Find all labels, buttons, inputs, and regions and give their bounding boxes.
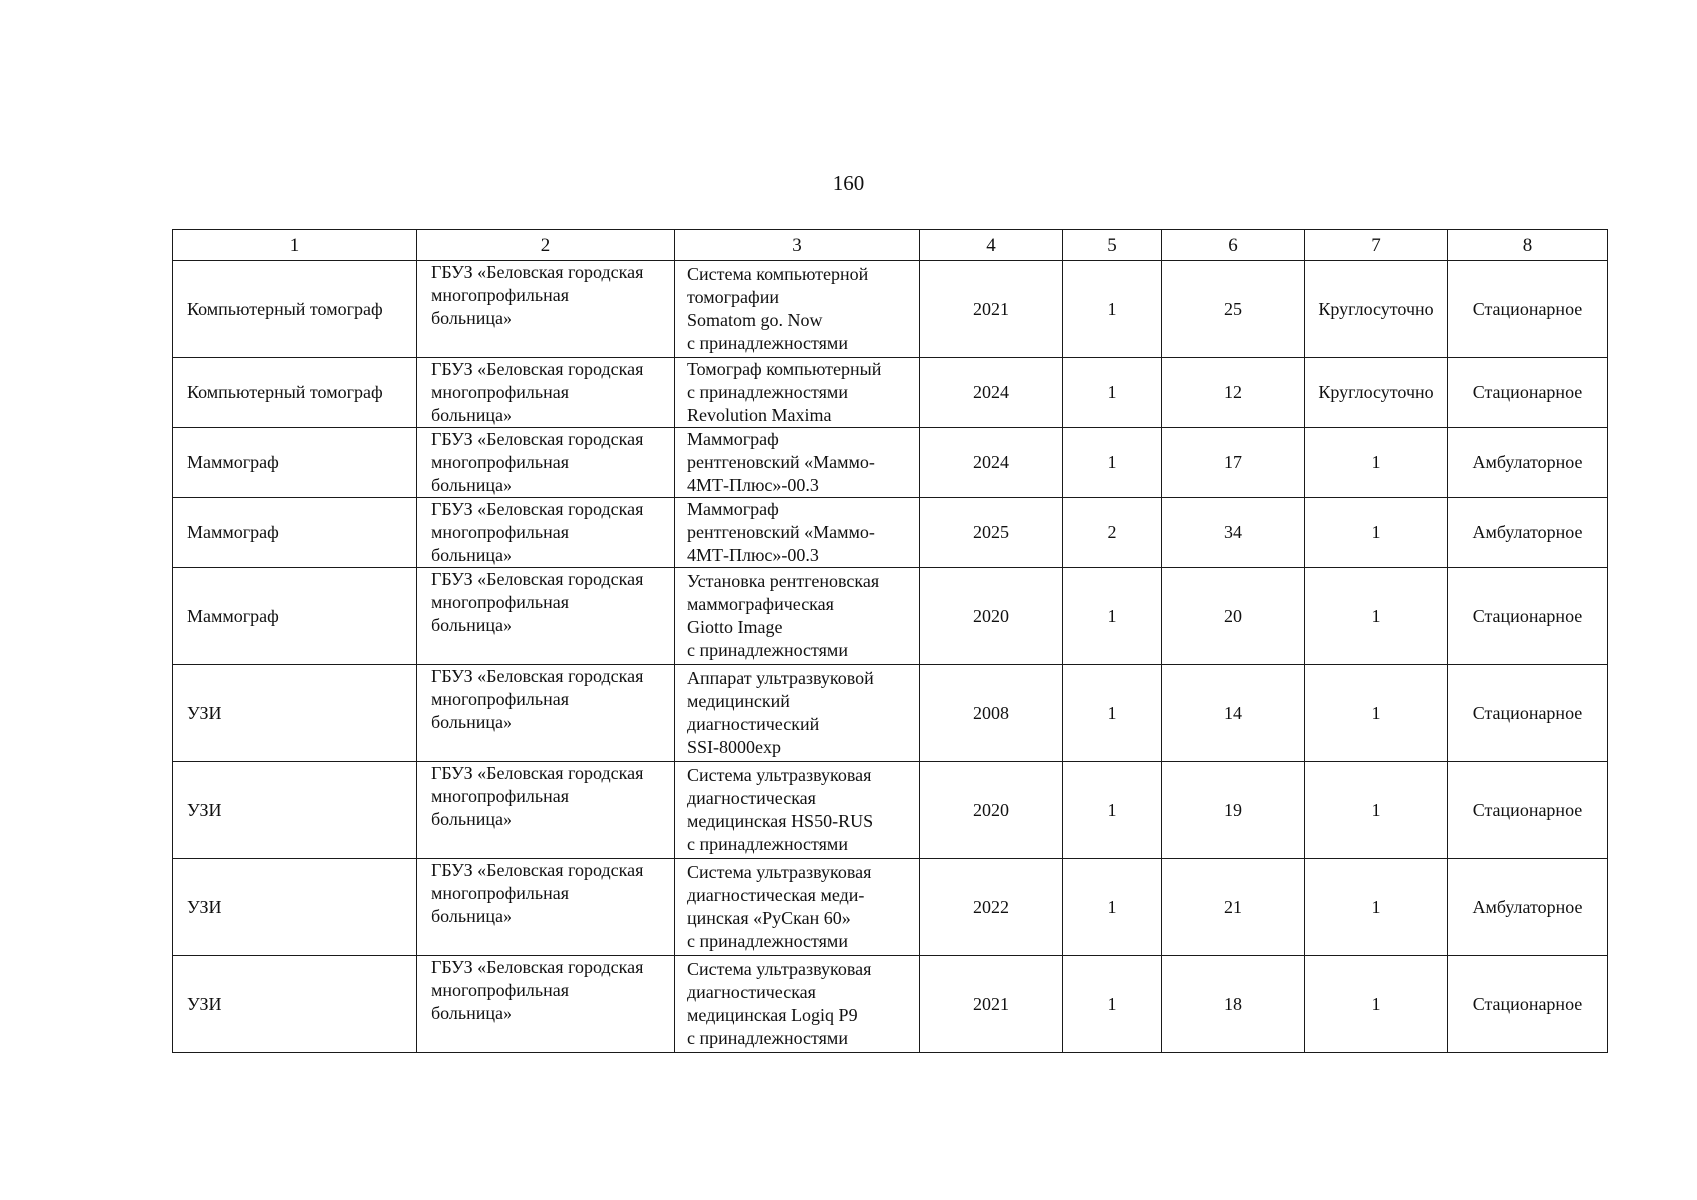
- quantity-cell: 2: [1063, 498, 1162, 568]
- column-6-cell: 17: [1162, 428, 1305, 498]
- equipment-name-cell: Компьютерный томограф: [173, 358, 417, 428]
- model-cell-line: Система ультразвуковая: [687, 862, 872, 882]
- model-cell-line: Giotto Image: [687, 617, 783, 637]
- model-cell-line: Revolution Maxima: [687, 405, 832, 425]
- organization-cell-line: больница»: [431, 615, 512, 635]
- model-cell-line: диагностическая: [687, 788, 816, 808]
- care-type-cell: Стационарное: [1448, 956, 1608, 1053]
- column-header: 4: [920, 230, 1063, 261]
- organization-cell: [417, 261, 675, 358]
- model-cell-line: медицинская HS50-RUS: [687, 811, 874, 831]
- operating-mode-cell: 1: [1305, 859, 1448, 956]
- column-6-cell: 25: [1162, 261, 1305, 358]
- model-cell-line: рентгеновский «Маммо-: [687, 522, 875, 542]
- care-type-cell: Стационарное: [1448, 568, 1608, 665]
- quantity-cell: 1: [1063, 762, 1162, 859]
- organization-cell-line: ГБУЗ «Беловская городская: [431, 569, 644, 589]
- organization-cell-line: больница»: [431, 809, 512, 829]
- organization-cell-line: ГБУЗ «Беловская городская: [431, 499, 644, 519]
- organization-cell-line: многопрофильная: [431, 786, 569, 806]
- care-type-cell: Стационарное: [1448, 358, 1608, 428]
- model-cell-line: с принадлежностями: [687, 931, 848, 951]
- year-cell: 2024: [920, 428, 1063, 498]
- quantity-cell: 1: [1063, 665, 1162, 762]
- equipment-name-cell: Маммограф: [173, 498, 417, 568]
- model-cell-line: диагностический: [687, 714, 820, 734]
- column-header: 7: [1305, 230, 1448, 261]
- equipment-name-cell: Компьютерный томограф: [173, 261, 417, 358]
- organization-cell-line: больница»: [431, 906, 512, 926]
- operating-mode-cell: Круглосуточно: [1305, 358, 1448, 428]
- table-row: [173, 568, 1608, 665]
- model-cell-line: SSI-8000exp: [687, 737, 781, 757]
- equipment-name-cell: УЗИ: [173, 859, 417, 956]
- care-type-cell: Стационарное: [1448, 762, 1608, 859]
- model-cell: [675, 428, 920, 498]
- model-cell-line: Система ультразвуковая: [687, 765, 872, 785]
- column-header: 1: [173, 230, 417, 261]
- equipment-table: [172, 229, 1608, 1053]
- table-row: [173, 428, 1608, 498]
- operating-mode-cell: 1: [1305, 568, 1448, 665]
- care-type-cell: Амбулаторное: [1448, 859, 1608, 956]
- care-type-cell: Амбулаторное: [1448, 428, 1608, 498]
- organization-cell-line: многопрофильная: [431, 980, 569, 1000]
- operating-mode-cell: 1: [1305, 428, 1448, 498]
- organization-cell-line: ГБУЗ «Беловская городская: [431, 763, 644, 783]
- year-cell: 2025: [920, 498, 1063, 568]
- organization-cell: [417, 568, 675, 665]
- table-row: [173, 665, 1608, 762]
- column-header: 6: [1162, 230, 1305, 261]
- model-cell-line: с принадлежностями: [687, 333, 848, 353]
- model-cell-line: Система компьютерной: [687, 264, 869, 284]
- table-body: [173, 261, 1608, 1053]
- organization-cell: [417, 859, 675, 956]
- model-cell: [675, 498, 920, 568]
- care-type-cell: Стационарное: [1448, 665, 1608, 762]
- model-cell-line: Аппарат ультразвуковой: [687, 668, 874, 688]
- column-6-cell: 18: [1162, 956, 1305, 1053]
- organization-cell-line: больница»: [431, 545, 512, 565]
- quantity-cell: 1: [1063, 956, 1162, 1053]
- column-header: 8: [1448, 230, 1608, 261]
- table-row: [173, 762, 1608, 859]
- model-cell-line: медицинская Logiq P9: [687, 1005, 858, 1025]
- operating-mode-cell: 1: [1305, 956, 1448, 1053]
- organization-cell-line: многопрофильная: [431, 522, 569, 542]
- year-cell: 2020: [920, 568, 1063, 665]
- organization-cell: [417, 665, 675, 762]
- organization-cell-line: ГБУЗ «Беловская городская: [431, 429, 644, 449]
- quantity-cell: 1: [1063, 358, 1162, 428]
- model-cell-line: Томограф компьютерный: [687, 359, 882, 379]
- model-cell-line: диагностическая: [687, 982, 816, 1002]
- operating-mode-cell: 1: [1305, 498, 1448, 568]
- model-cell-line: Маммограф: [687, 429, 779, 449]
- column-header: 2: [417, 230, 675, 261]
- table-row: [173, 498, 1608, 568]
- organization-cell-line: многопрофильная: [431, 452, 569, 472]
- model-cell: [675, 956, 920, 1053]
- model-cell-line: Маммограф: [687, 499, 779, 519]
- operating-mode-cell: 1: [1305, 665, 1448, 762]
- organization-cell-line: многопрофильная: [431, 285, 569, 305]
- care-type-cell: Амбулаторное: [1448, 498, 1608, 568]
- model-cell-line: Система ультразвуковая: [687, 959, 872, 979]
- organization-cell-line: больница»: [431, 712, 512, 732]
- year-cell: 2008: [920, 665, 1063, 762]
- model-cell: [675, 859, 920, 956]
- organization-cell: [417, 956, 675, 1053]
- organization-cell-line: больница»: [431, 308, 512, 328]
- organization-cell-line: ГБУЗ «Беловская городская: [431, 860, 644, 880]
- model-cell-line: с принадлежностями: [687, 1028, 848, 1048]
- model-cell-line: с принадлежностями: [687, 382, 848, 402]
- model-cell-line: маммографическая: [687, 594, 834, 614]
- table-row: [173, 859, 1608, 956]
- model-cell-line: цинская «РуСкан 60»: [687, 908, 851, 928]
- quantity-cell: 1: [1063, 859, 1162, 956]
- equipment-name-cell: УЗИ: [173, 956, 417, 1053]
- equipment-name-cell: Маммограф: [173, 428, 417, 498]
- column-header: 5: [1063, 230, 1162, 261]
- model-cell-line: томографии: [687, 287, 779, 307]
- organization-cell-line: многопрофильная: [431, 382, 569, 402]
- equipment-name-cell: УЗИ: [173, 665, 417, 762]
- organization-cell: [417, 428, 675, 498]
- model-cell-line: 4МТ-Плюс»-00.3: [687, 545, 819, 565]
- organization-cell: [417, 498, 675, 568]
- organization-cell-line: многопрофильная: [431, 883, 569, 903]
- organization-cell: [417, 358, 675, 428]
- column-6-cell: 34: [1162, 498, 1305, 568]
- organization-cell-line: многопрофильная: [431, 592, 569, 612]
- column-6-cell: 14: [1162, 665, 1305, 762]
- table-row: [173, 956, 1608, 1053]
- model-cell-line: диагностическая меди-: [687, 885, 865, 905]
- year-cell: 2021: [920, 956, 1063, 1053]
- organization-cell-line: больница»: [431, 405, 512, 425]
- organization-cell-line: ГБУЗ «Беловская городская: [431, 262, 644, 282]
- year-cell: 2020: [920, 762, 1063, 859]
- model-cell-line: с принадлежностями: [687, 640, 848, 660]
- model-cell-line: медицинский: [687, 691, 790, 711]
- model-cell: [675, 665, 920, 762]
- column-6-cell: 20: [1162, 568, 1305, 665]
- organization-cell-line: ГБУЗ «Беловская городская: [431, 957, 644, 977]
- column-6-cell: 12: [1162, 358, 1305, 428]
- model-cell-line: рентгеновский «Маммо-: [687, 452, 875, 472]
- care-type-cell: Стационарное: [1448, 261, 1608, 358]
- quantity-cell: 1: [1063, 261, 1162, 358]
- organization-cell-line: ГБУЗ «Беловская городская: [431, 359, 644, 379]
- model-cell: [675, 358, 920, 428]
- operating-mode-cell: Круглосуточно: [1305, 261, 1448, 358]
- year-cell: 2022: [920, 859, 1063, 956]
- table-row: [173, 358, 1608, 428]
- year-cell: 2021: [920, 261, 1063, 358]
- column-header: 3: [675, 230, 920, 261]
- equipment-name-cell: Маммограф: [173, 568, 417, 665]
- model-cell-line: Установка рентгеновская: [687, 571, 880, 591]
- column-number-row: [173, 230, 1608, 261]
- table-row: [173, 261, 1608, 358]
- model-cell: [675, 261, 920, 358]
- organization-cell-line: больница»: [431, 475, 512, 495]
- column-6-cell: 19: [1162, 762, 1305, 859]
- quantity-cell: 1: [1063, 568, 1162, 665]
- model-cell-line: Somatom go. Now: [687, 310, 823, 330]
- model-cell: [675, 568, 920, 665]
- equipment-name-cell: УЗИ: [173, 762, 417, 859]
- quantity-cell: 1: [1063, 428, 1162, 498]
- model-cell-line: 4МТ-Плюс»-00.3: [687, 475, 819, 495]
- organization-cell-line: больница»: [431, 1003, 512, 1023]
- year-cell: 2024: [920, 358, 1063, 428]
- column-6-cell: 21: [1162, 859, 1305, 956]
- organization-cell-line: ГБУЗ «Беловская городская: [431, 666, 644, 686]
- operating-mode-cell: 1: [1305, 762, 1448, 859]
- page-number: 160: [832, 171, 865, 195]
- organization-cell: [417, 762, 675, 859]
- organization-cell-line: многопрофильная: [431, 689, 569, 709]
- model-cell: [675, 762, 920, 859]
- model-cell-line: с принадлежностями: [687, 834, 848, 854]
